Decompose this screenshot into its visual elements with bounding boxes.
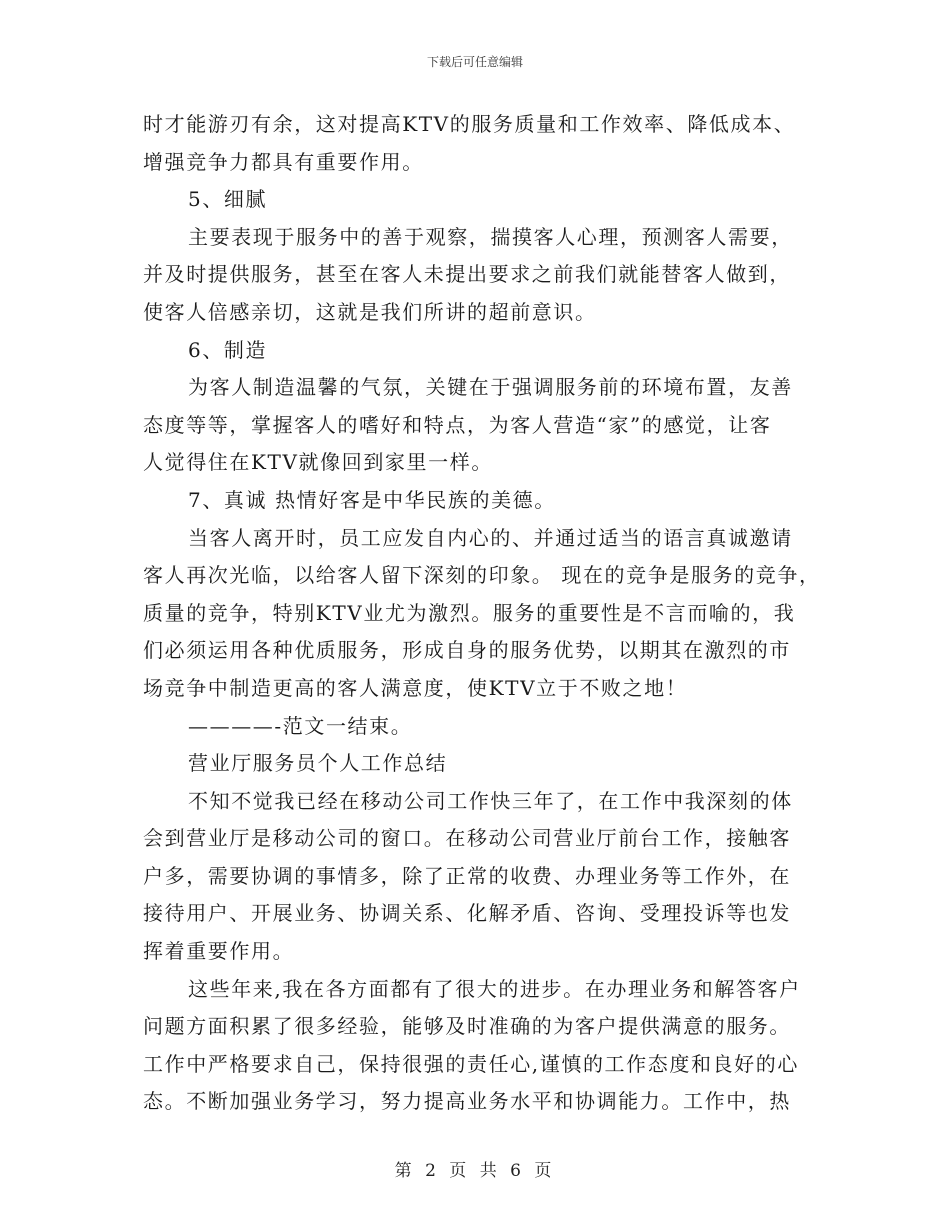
text-line: 当客人离开时，员工应发自内心的、并通过适当的语言真诚邀请 xyxy=(188,525,793,550)
text-line: 们必须运用各种优质服务，形成自身的服务优势，以期其在激烈的市 xyxy=(143,638,791,663)
text-line: 问题方面积累了很多经验，能够及时准确的为客户提供满意的服务。 xyxy=(143,1014,791,1039)
text-line: 人觉得住在KTV就像回到家里一样。 xyxy=(143,450,493,475)
text-line: 7、真诚 热情好客是中华民族的美德。 xyxy=(188,487,556,512)
text-line: 质量的竞争，特别KTV业尤为激烈。服务的重要性是不言而喻的，我 xyxy=(143,600,796,625)
document-body xyxy=(143,106,821,1121)
text-line: 5、细腻 xyxy=(188,187,268,212)
text-line: 这些年来,我在各方面都有了很大的进步。在办理业务和解答客户 xyxy=(188,976,801,1001)
page-header: 下载后可任意编辑 xyxy=(426,55,523,69)
text-line: 场竞争中制造更高的客人满意度，使KTV立于不败之地！ xyxy=(143,675,688,700)
text-line: 并及时提供服务，甚至在客人未提出要求之前我们就能替客人做到， xyxy=(143,262,791,287)
text-line: 会到营业厅是移动公司的窗口。在移动公司营业厅前台工作，接触客 xyxy=(143,826,791,851)
text-line: 不知不觉我已经在移动公司工作快三年了，在工作中我深刻的体 xyxy=(188,788,793,813)
text-line: 态。不断加强业务学习，努力提高业务水平和协调能力。工作中，热 xyxy=(143,1089,791,1114)
text-line: 挥着重要作用。 xyxy=(143,939,295,964)
text-line: 工作中严格要求自己，保持很强的责任心,谨慎的工作态度和良好的心 xyxy=(143,1051,799,1076)
text-line: ————-范文一结束。 xyxy=(188,713,413,738)
text-line: 客人再次光临，以给客人留下深刻的印象。 现在的竞争是服务的竞争， xyxy=(143,563,821,588)
page-footer: 第 2 页 共 6 页 xyxy=(394,1161,556,1181)
text-line: 为客人制造温馨的气氛，关键在于强调服务前的环境布置，友善 xyxy=(188,375,793,400)
text-line: 使客人倍感亲切，这就是我们所讲的超前意识。 xyxy=(143,299,597,324)
text-line: 主要表现于服务中的善于观察，揣摸客人心理，预测客人需要， xyxy=(188,224,793,249)
text-line: 接待用户、开展业务、协调关系、化解矛盾、咨询、受理投诉等也发 xyxy=(143,901,791,926)
text-line: 态度等等，掌握客人的嗜好和特点，为客人营造“家”的感觉，让客 xyxy=(143,412,772,437)
text-line: 增强竞争力都具有重要作用。 xyxy=(143,149,424,174)
text-line: 户多，需要协调的事情多，除了正常的收费、办理业务等工作外，在 xyxy=(143,863,791,888)
text-line: 6、制造 xyxy=(188,337,268,362)
text-line: 时才能游刃有余，这对提高KTV的服务质量和工作效率、降低成本、 xyxy=(143,112,796,136)
text-line: 营业厅服务员个人工作总结 xyxy=(188,751,448,776)
